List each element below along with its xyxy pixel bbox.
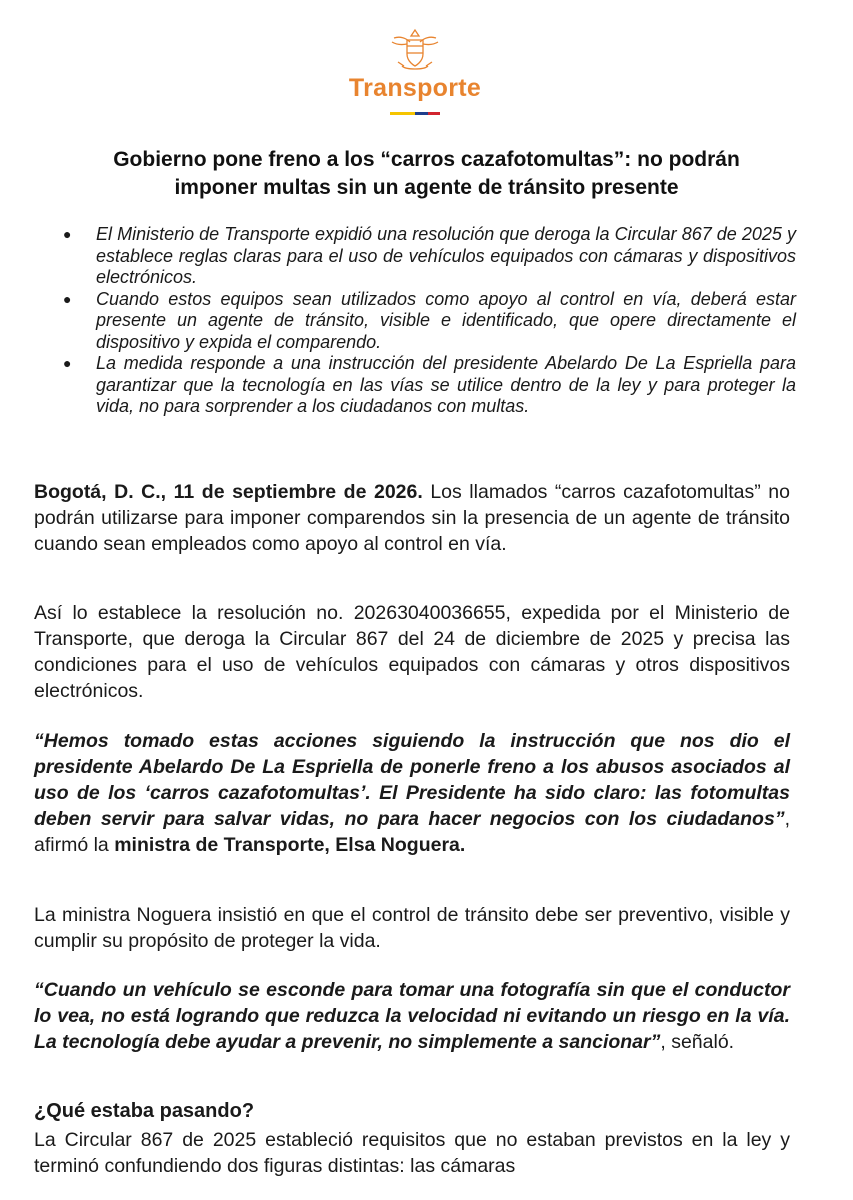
summary-bullet bbox=[60, 353, 796, 418]
summary-bullet bbox=[60, 224, 796, 289]
bullet-dot-icon: ● bbox=[63, 355, 72, 371]
minister-name: ministra de Transporte, Elsa Noguera. bbox=[114, 834, 466, 856]
summary-bullet-text: El Ministerio de Transporte expidió una resolución que deroga la Circular 867 de 2025 y establece reglas claras para el uso de vehículos equipados con cámaras y dispositivos electrónicos. bbox=[96, 224, 796, 287]
paragraph-background: La Circular 867 de 2025 estableció requisitos que no estaban previstos en la ley y terminó confundiendo dos figuras distintas: las cámaras bbox=[34, 1129, 790, 1177]
brand-name: Transporte bbox=[348, 74, 482, 102]
section-heading: ¿Qué estaba pasando? bbox=[34, 1100, 255, 1122]
header bbox=[0, 0, 853, 125]
headline-line-2: imponer multas sin un agente de tránsito presente bbox=[174, 176, 679, 199]
attribution-text: , afirmó la bbox=[34, 808, 790, 856]
paragraph-preventive: La ministra Noguera insistió en que el control de tránsito debe ser preventivo, visible y cumplir su propósito de proteger la vida. bbox=[34, 904, 790, 952]
summary-bullet-text: Cuando estos equipos sean utilizados como apoyo al control en vía, deberá estar presente un agente de tránsito, visible e identificado, que opere directamente el dispositivo y expida el comparendo. bbox=[96, 288, 796, 352]
flag-red bbox=[428, 112, 441, 115]
paragraph-minister-quote bbox=[34, 728, 790, 858]
summary-bullet-text: La medida responde a una instrucción del presidente Abelardo De La Espriella para garantizar que la tecnología en las vías se utilice dentro de la ley y para proteger la vida, no para sorprender a los ciudadanos con multas. bbox=[96, 353, 796, 416]
headline bbox=[30, 146, 823, 202]
dateline: Bogotá, D. C., 11 de septiembre de 2026. bbox=[34, 481, 423, 503]
ministry-logo bbox=[330, 28, 500, 123]
second-attribution: , señaló. bbox=[660, 1031, 735, 1053]
minister-quote: “Hemos tomado estas acciones siguiendo la instrucción que nos dio el presidente Abelardo De La Espriella de ponerle freno a los abusos asociados al uso de los ‘carros cazafotomultas’. El Presidente ha sido claro: las fotomultas deben servir para salvar vidas, no para hacer negocios con los ciudadanos” bbox=[34, 730, 790, 830]
paragraph-resolution: Así lo establece la resolución no. 20263040036655, expedida por el Ministerio de Transporte, que deroga la Circular 867 del 24 de diciembre de 2025 y precisa las condiciones para el uso de vehículos equipados con cámaras y otros dispositivos electrónicos. bbox=[34, 602, 790, 702]
paragraph-second-quote bbox=[34, 977, 790, 1055]
second-quote: “Cuando un vehículo se esconde para tomar una fotografía sin que el conductor lo vea, no está logrando que reduzca la velocidad ni evitando un riesgo en la vía. La tecnología debe ayudar a prevenir, no simplemente a sancionar” bbox=[34, 979, 790, 1053]
bullet-dot-icon: ● bbox=[63, 290, 72, 307]
headline-line-1: Gobierno pone freno a los “carros cazafotomultas”: no podrán bbox=[113, 148, 740, 171]
flag-yellow bbox=[390, 112, 415, 115]
flag-blue bbox=[415, 112, 428, 115]
paragraph-lead bbox=[34, 479, 790, 557]
summary-bullet bbox=[60, 289, 796, 354]
flag-stripe bbox=[390, 112, 440, 115]
lead-text: Los llamados “carros cazafotomultas” no podrán utilizarse para imponer comparendos sin la presencia de un agente de tránsito cuando sean empleados como apoyo al control en vía. bbox=[34, 481, 790, 555]
bullet-dot-icon: ● bbox=[63, 226, 72, 242]
summary-bullets bbox=[60, 224, 796, 418]
colombia-coat-of-arms-icon bbox=[388, 28, 442, 74]
